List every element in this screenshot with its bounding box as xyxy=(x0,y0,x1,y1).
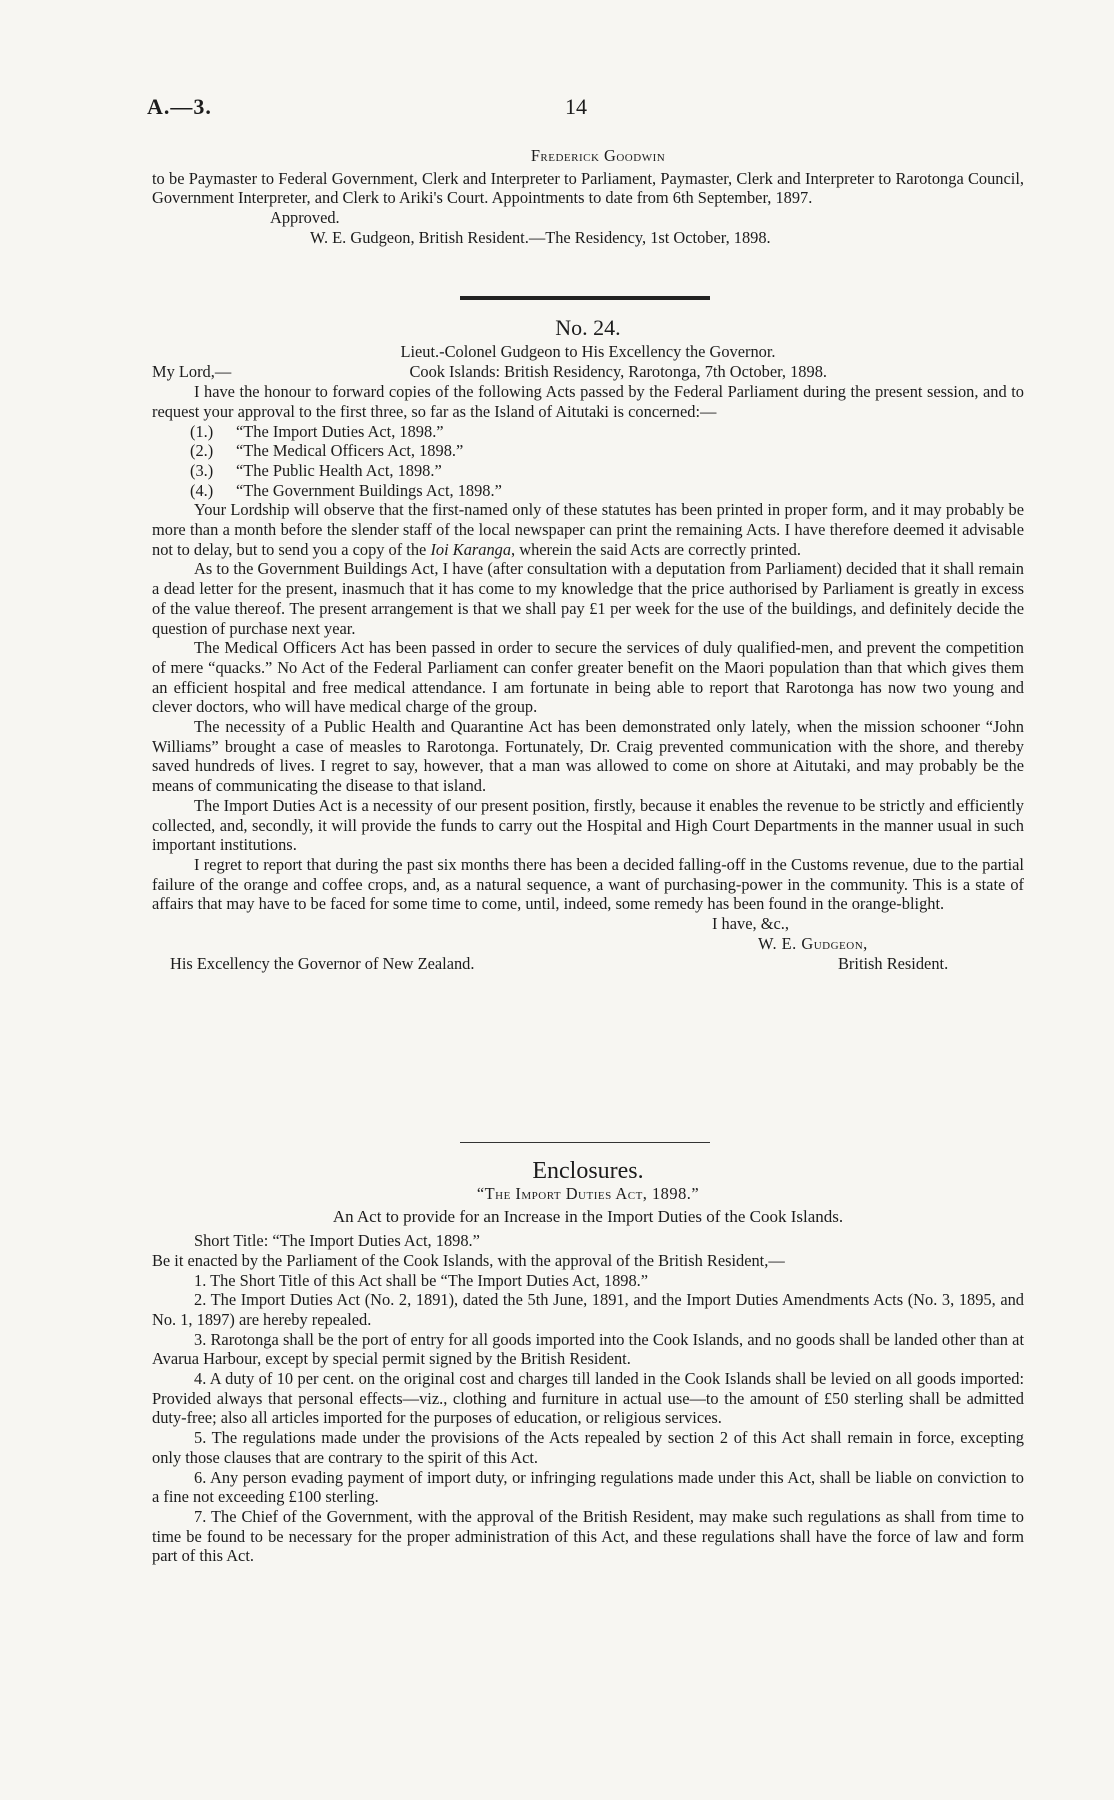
salutation: My Lord,— xyxy=(152,362,232,382)
act-subtitle: An Act to provide for an Increase in the Import Duties of the Cook Islands. xyxy=(332,1207,844,1227)
letter-paragraph-3: As to the Government Buildings Act, I have (after consultation with a deputation from Parliament) decided that it shall remain a dead letter for the present, inasmuch that it has come to my knowledge that the price authorised by Parliament is greatly in excess of the value thereof. The present arrangement is that we shall pay £1 per week for the use of the buildings, and definitely decide the question of purchase next year. xyxy=(152,559,1024,638)
page-number: 14 xyxy=(565,94,587,119)
letter-paragraph-4: The Medical Officers Act has been passed in order to secure the services of duly qualified-men, and prevent the competition of mere “quacks.” No Act of the Federal Parliament can confer greater benefit on the Maori population than that which gives them an efficient hospital and free medical attendance. I am fortunate in being able to report that Rarotonga has now two young and clever doctors, who will have medical charge of the group. xyxy=(152,638,1024,717)
letter-paragraph-2: Your Lordship will observe that the first-named only of these statutes has been printed in proper form, and it may probably be more than a month before the slender staff of the local newspaper can print the remaining Acts. I have therefore deemed it advisable not to delay, but to send you a copy of the Ioi Karanga, wherein the said Acts are correctly printed. xyxy=(152,500,1024,559)
act-section: 7. The Chief of the Government, with the approval of the British Resident, may make such regulations as shall from time to time be found to be necessary for the proper administration of this Act, and these regulations shall have the force of law and form part of this Act. xyxy=(152,1506,1024,1566)
enclosures-block xyxy=(152,1158,1024,1566)
act-section: 1. The Short Title of this Act shall be “The Import Duties Act, 1898.” xyxy=(194,1270,649,1290)
document-reference: A.—3. xyxy=(147,94,212,119)
short-title: Short Title: “The Import Duties Act, 1898.” xyxy=(194,1231,480,1251)
act-section: 2. The Import Duties Act (No. 2, 1891), dated the 5th June, 1891, and the Import Duties Amendments Acts (No. 3, 1895, and No. 1, 1897) are hereby repealed. xyxy=(152,1290,1024,1329)
letter-paragraph-6: The Import Duties Act is a necessity of our present position, firstly, because it enables the revenue to be strictly and efficiently collected, and, secondly, it will provide the funds to carry out the Hospital and High Court Departments in the manner usual in such important institutions. xyxy=(152,795,1024,855)
letter-paragraph-7: I regret to report that during the past six months there has been a decided falling-off in the Customs revenue, due to the partial failure of the orange and coffee crops, and, as a natural sequence, a want of purchasing-power in the community. This is a state of affairs that may have to be faced for some time to come, until, indeed, some remedy has been found in the orange-blight. xyxy=(152,854,1024,914)
act-section: 6. Any person evading payment of import duty, or infringing regulations made under this Act, shall be liable on conviction to a fine not exceeding £100 sterling. xyxy=(152,1467,1024,1507)
list-item: (1.) “The Import Duties Act, 1898.” xyxy=(190,421,444,441)
letter-block xyxy=(152,315,1024,973)
appointment-text: to be Paymaster to Federal Government, Clerk and Interpreter to Parliament, Paymaster, Clerk and Interpreter to Rarotonga Council, Government Interpreter, and Clerk to Ariki's Court. Appointments to date from 6th September, 1897. xyxy=(152,168,1024,208)
act-section: 5. The regulations made under the provisions of the Acts repealed by section 2 of this Act shall remain in force, excepting only those clauses that are contrary to the spirit of this Act. xyxy=(152,1428,1024,1467)
appointee-name: Frederick Goodwin xyxy=(530,146,666,165)
signature-name: W. E. Gudgeon, xyxy=(758,933,868,953)
enclosures-heading: Enclosures. xyxy=(532,1158,644,1184)
appointment-signature: W. E. Gudgeon, British Resident.—The Residency, 1st October, 1898. xyxy=(310,227,771,247)
letter-title: Lieut.-Colonel Gudgeon to His Excellency the Governor. xyxy=(400,341,776,361)
acts-list xyxy=(152,422,1024,501)
closing: I have, &c., xyxy=(712,914,789,934)
addressee: His Excellency the Governor of New Zealand. xyxy=(170,953,475,973)
list-item: (3.) “The Public Health Act, 1898.” xyxy=(190,460,442,480)
letter-paragraph-1: I have the honour to forward copies of the following Acts passed by the Federal Parliament during the present session, and to request your approval to the first three, so far as the Island of Aitutaki is concerned:— xyxy=(152,382,1024,421)
list-item: (4.) “The Government Buildings Act, 1898.” xyxy=(190,480,502,500)
letter-place-date: Cook Islands: British Residency, Rarotonga, 7th October, 1898. xyxy=(409,362,827,382)
letter-number: No. 24. xyxy=(555,315,621,340)
list-item: (2.) “The Medical Officers Act, 1898.” xyxy=(190,441,464,461)
appointment-block xyxy=(152,146,1024,248)
enclosures-divider xyxy=(460,1142,710,1143)
act-section: 3. Rarotonga shall be the port of entry for all goods imported into the Cook Islands, and no goods shall be landed other than at Avarua Harbour, except by special permit signed by the British Resident. xyxy=(152,1329,1024,1369)
approved-label: Approved. xyxy=(270,208,340,228)
section-divider xyxy=(460,296,710,300)
signature-title: British Resident. xyxy=(838,953,949,973)
act-title: “The Import Duties Act, 1898.” xyxy=(476,1183,700,1203)
letter-paragraph-5: The necessity of a Public Health and Quarantine Act has been demonstrated only lately, when the mission schooner “John Williams” brought a case of measles to Rarotonga. Fortunately, Dr. Craig prevented communication with the shore, and thereby saved hundreds of lives. I regret to say, however, that a man was allowed to come on shore at Aitutaki, and may probably be the means of communicating the disease to that island. xyxy=(152,717,1024,796)
newspaper-name: Ioi Karanga xyxy=(430,539,512,559)
enacting-clause: Be it enacted by the Parliament of the Cook Islands, with the approval of the British Resident,— xyxy=(152,1250,785,1270)
act-section: 4. A duty of 10 per cent. on the original cost and charges till landed in the Cook Islands shall be levied on all goods imported: Provided always that personal effects—viz., clothing and furniture in actual use—to the amount of £50 sterling shall be admitted duty-free; also all articles imported for the purposes of education, or religious services. xyxy=(152,1369,1024,1428)
